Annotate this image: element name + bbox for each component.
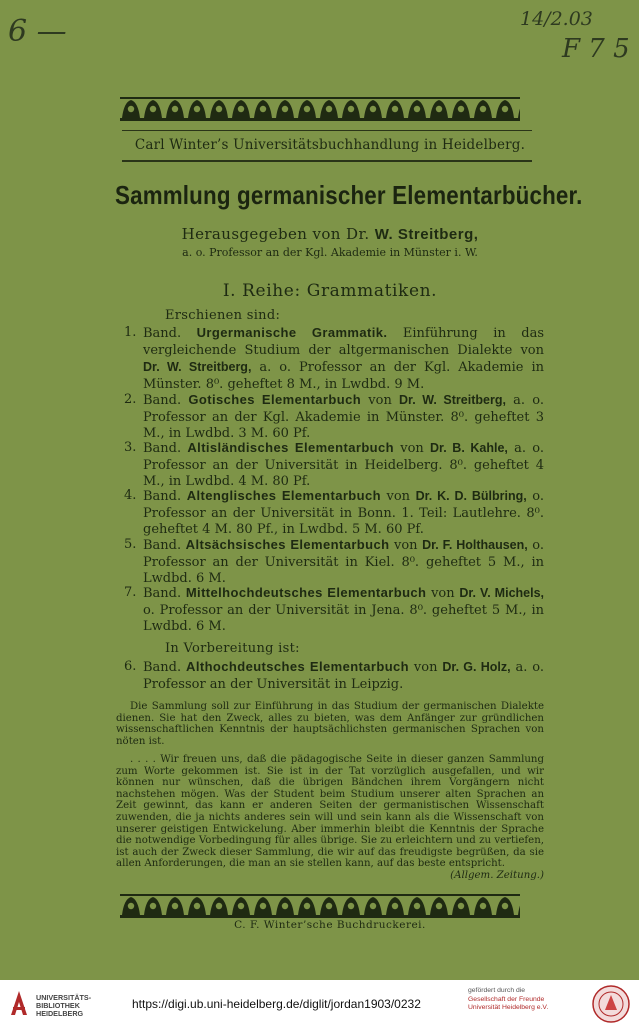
series-title: Sammlung germanischer Elementarbücher.: [115, 180, 583, 210]
editor-name: W. Streitberg,: [374, 226, 479, 243]
published-label: Erschienen sind:: [165, 308, 281, 323]
volume-text: von: [394, 441, 431, 456]
volume-band: Band.: [143, 441, 182, 456]
volume-number: 6.: [124, 659, 137, 674]
volume-details: o. Professor an der Universität in Kiel. 8⁰. geheftet 5 M., in Lwdbd. 6 M.: [143, 538, 544, 587]
permalink-url[interactable]: https://digi.ub.uni-heidelberg.de/diglit/jordan1903/0232: [132, 997, 421, 1011]
publisher-rule-top: [122, 130, 532, 131]
volume-title: Altenglisches Elementarbuch: [186, 488, 381, 503]
sponsor-block: [468, 987, 548, 1013]
volume-text: von: [426, 586, 460, 601]
top-ornament-border: [120, 96, 520, 122]
volume-author: Dr. W. Streitberg,: [399, 393, 506, 407]
handwritten-date: 14/2.03: [520, 8, 593, 30]
volume-title: Urgermanische Grammatik.: [196, 325, 388, 340]
volume-number: 7.: [124, 585, 137, 600]
library-name: UNIVERSITÄTS- BIBLIOTHEK HEIDELBERG: [36, 993, 92, 1018]
volume-number: 2.: [124, 392, 137, 407]
volume-entry-7: [124, 585, 544, 636]
volume-details: o. Professor an der Universität in Jena. 8⁰. geheftet 5 M., in Lwdbd. 6 M.: [143, 602, 544, 635]
volume-number: 5.: [124, 537, 137, 552]
volume-number: 1.: [124, 325, 137, 340]
volume-details: a. o. Professor an der Kgl. Akademie in Münster. 8⁰. geheftet 8 M., in Lwdbd. 9 M.: [143, 360, 544, 393]
publisher-line: Carl Winter’s Universitätsbuchhandlung in Heidelberg.: [134, 137, 526, 153]
sponsor-name-line1: Gesellschaft der Freunde: [468, 995, 545, 1003]
volume-title: Gotisches Elementarbuch: [188, 392, 362, 407]
handwritten-shelfmark: F 7 5: [562, 34, 630, 64]
viewer-footer: [0, 980, 639, 1028]
volume-band: Band.: [143, 538, 182, 553]
volume-band: Band.: [143, 489, 182, 504]
volume-title: Mittelhochdeutsches Elementarbuch: [185, 585, 427, 600]
volume-text: von: [409, 660, 443, 675]
volume-text: von: [389, 538, 423, 553]
volume-title: Altsächsisches Elementarbuch: [185, 537, 390, 552]
volume-entry-5: [124, 537, 544, 588]
sponsor-name-line2: Universität Heidelberg e.V.: [468, 1004, 549, 1012]
volume-entry-1: [124, 325, 544, 394]
volume-title: Althochdeutsches Elementarbuch: [186, 659, 410, 674]
publisher-rule-bottom: [122, 160, 532, 162]
volume-band: Band.: [143, 326, 182, 341]
editor-prefix: Herausgegeben von Dr.: [181, 225, 370, 243]
review-source: (Allgem. Zeitung.): [450, 869, 544, 881]
volume-text: von: [361, 393, 400, 408]
volume-author: Dr. V. Michels,: [459, 586, 545, 600]
review-quote: [116, 754, 544, 882]
sponsor-label: gefördert durch die: [468, 987, 526, 994]
university-seal-icon: [592, 985, 630, 1023]
printer-line: C. F. Winter’sche Buchdruckerei.: [234, 919, 426, 931]
volume-details: a. o. Professor an der Universität in Leipzig.: [143, 660, 544, 692]
volume-details: a. o. Professor an der Universität in Heidelberg. 8⁰. geheftet 4 M., in Lwdbd. 4 M. 80 Pf.: [143, 441, 544, 490]
volume-number: 4.: [124, 488, 137, 503]
volume-number: 3.: [124, 440, 137, 455]
volume-entry-3: [124, 440, 544, 491]
volume-details: a. o. Professor an der Kgl. Akademie in Münster. 8⁰. geheftet 3 M., in Lwdbd. 3 M. 60 Pf.: [143, 393, 544, 442]
library-logo-icon: [8, 987, 30, 1019]
prep-label: In Vorbereitung ist:: [165, 641, 300, 656]
series-description: Die Sammlung soll zur Einführung in das Studium der germanischen Dialekte dienen. Sie hat den Zweck, alles zu bieten, was dem Anfänger zur gründlichen wissenschaftlichen Kenntnis der hauptsächlichsten germanischen Sprachen von nöten ist.: [116, 701, 544, 747]
volume-entry-4: [124, 488, 544, 539]
volume-author: Dr. F. Holthausen,: [422, 538, 528, 552]
reihe-heading: I. Reihe: Grammatiken.: [222, 281, 438, 301]
volume-band: Band.: [143, 660, 182, 675]
volume-author: Dr. K. D. Bülbring,: [415, 489, 527, 503]
editor-position: a. o. Professor an der Kgl. Akademie in Münster i. W.: [182, 246, 478, 259]
volume-author: Dr. G. Holz,: [442, 660, 511, 674]
volume-entry-2: [124, 392, 544, 443]
handwritten-page-mark: 6 —: [8, 14, 67, 49]
volume-entry-6-in-prep: [124, 659, 544, 693]
volume-title: Altisländisches Elementarbuch: [187, 440, 394, 455]
volume-author: Dr. W. Streitberg,: [143, 360, 252, 375]
volume-band: Band.: [143, 586, 182, 601]
volume-band: Band.: [143, 393, 182, 408]
volume-text: von: [380, 489, 416, 504]
editor-line: [80, 225, 580, 243]
review-text: . . . . Wir freuen uns, daß die pädagogische Seite in dieser ganzen Sammlung zum Worte gekommen ist. Sie ist in der Tat vorzüglich ausgefallen, und wir können nur wünschen, daß die übrigen Bändchen ihrem Vorgängern nicht nachstehen mögen. Was der Student beim Studium unserer alten Sprachen an Zeit gewinnt, das kann er anderen Seiten der germanistischen Wissenschaft zuwenden, die ja nichts anderes sein will und sein kann als die Wissenschaft von unserer geistigen Entwickelung. Aber immerhin bleibt die Kenntnis der Sprache die notwendige Vorbedingung für alles übrige. Sie zu erleichtern und zu vertiefen, ist auch der Zweck dieser Sammlung, die wir auf das freudigste begrüßen, da sie allen Anforderungen, die man an sie stellen kann, auf das beste entspricht.: [116, 754, 544, 870]
volume-text: Einführung in das vergleichende Studium der altgermanischen Dialekte von: [143, 326, 544, 358]
volume-details: o. Professor an der Universität in Bonn. 1. Teil: Lautlehre. 8⁰. geheftet 4 M. 80 Pf., in Lwdbd. 5 M. 60 Pf.: [143, 489, 544, 538]
bottom-ornament-border: [120, 893, 520, 919]
volume-author: Dr. B. Kahle,: [430, 441, 508, 455]
